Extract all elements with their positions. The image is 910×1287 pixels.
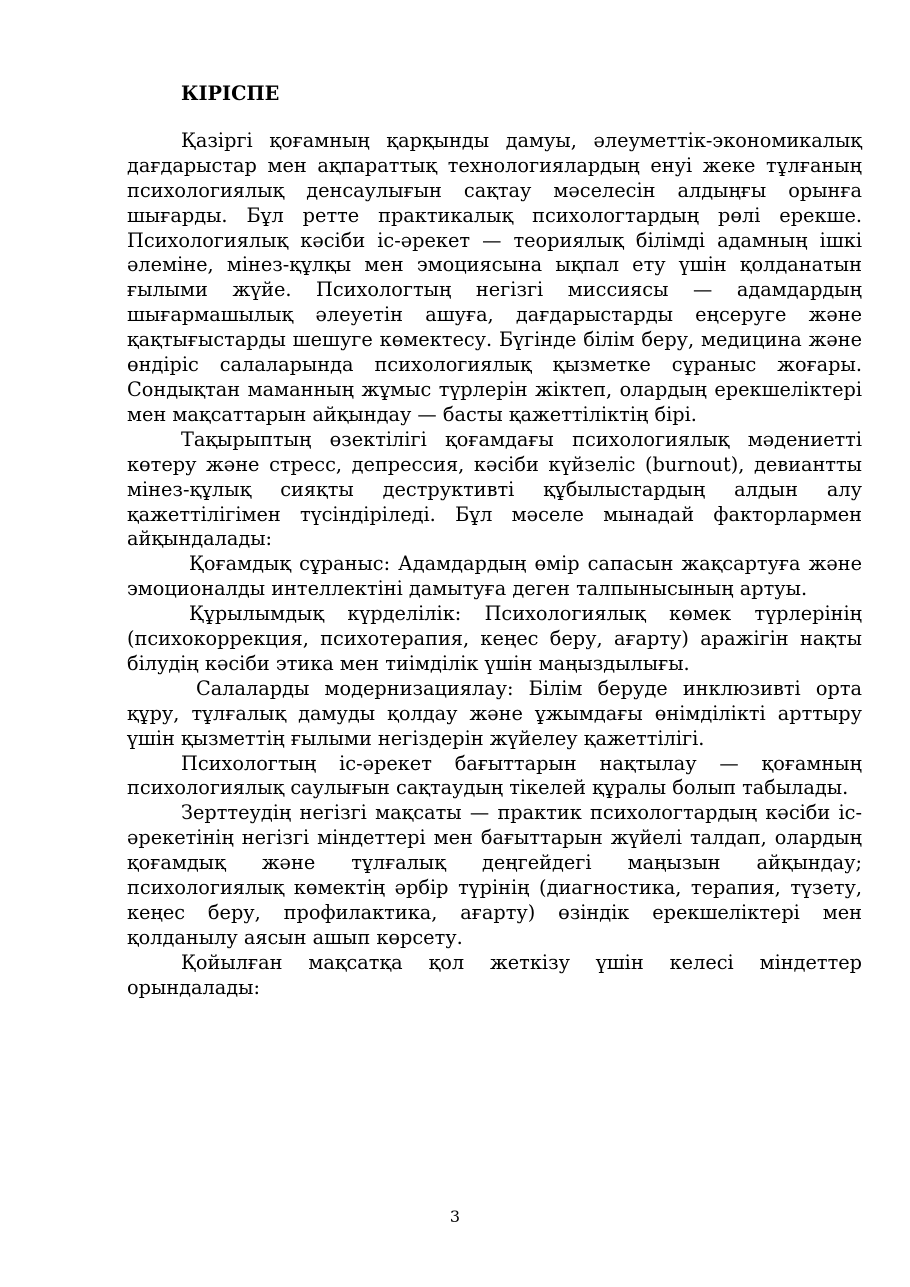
paragraph-tasks-intro: Қойылған мақсатқа қол жеткізу үшін келесі міндеттер орындалады: (127, 950, 862, 999)
factor-structural-complexity: Құрылымдық күрделілік: Психологиялық көмек түрлерінің (психокоррекция, психотерапия, кеңес беру, ағарту) аражігін нақты білудің кәсіби этика мен тиімділік үшін маңыздылығы. (127, 602, 862, 675)
section-heading: КІРІСПЕ (181, 82, 280, 105)
paragraph-relevance: Тақырыптың өзектілігі қоғамдағы психологиялық мәдениетті көтеру және стресс, депрессия, кәсіби күйзеліс (burnout), девиантты мінез-құлық сияқты деструктивті құбылыстардың алдын алу қажеттілігімен түсіндіріледі. Бұл мәселе мынадай факторлармен айқындалады: (127, 427, 862, 551)
factor-social-demand: Қоғамдық сұраныс: Адамдардың өмір сапасын жақсартуға және эмоционалды интеллектіні дамытуға деген талпынысының артуы. (127, 552, 862, 601)
document-page (127, 82, 862, 1001)
paragraph-intro: Қазіргі қоғамның қарқынды дамуы, әлеуметтік-экономикалық дағдарыстар мен ақпараттық технологиялардың енуі жеке тұлғаның психологиялық денсаулығын сақтау мәселесін алдыңғы орынға шығарды. Бұл ретте практикалық психологтардың рөлі ерекше. Психологиялық кәсіби іс-әрекет — теориялық білімді адамның ішкі әлеміне, мінез-құлқы мен эмоциясына ықпал ету үшін қолданатын ғылыми жүйе. Психологтың негізгі миссиясы — адамдардың шығармашылық әлеуетін ашуға, дағдарыстарды еңсеруге және қақтығыстарды шешуге көмектесу. Бүгінде білім беру, медицина және өндіріс салаларында психологиялық қызметке сұраныс жоғары. Сондықтан маманның жұмыс түрлерін жіктеп, олардың ерекшеліктері мен мақсаттарын айқындау — басты қажеттіліктің бірі. (127, 128, 862, 426)
paragraph-goal: Зерттеудің негізгі мақсаты — практик психологтардың кәсіби іс-әрекетінің негізгі міндеттері мен бағыттарын жүйелі талдап, олардың қоғамдық және тұлғалық деңгейдегі маңызын айқындау; психологиялық көмектің әрбір түрінің (диагностика, терапия, түзету, кеңес беру, профилактика, ағарту) өзіндік ерекшеліктері мен қолданылу аясын ашып көрсету. (127, 801, 862, 949)
paragraph-directions: Психологтың іс-әрекет бағыттарын нақтылау — қоғамның психологиялық саулығын сақтаудың тікелей құралы болып табылады. (127, 751, 862, 800)
factor-modernization: Салаларды модернизациялау: Білім беруде инклюзивті орта құру, тұлғалық дамуды қолдау және ұжымдағы өнімділікті арттыру үшін қызметтің ғылыми негіздерін жүйелеу қажеттілігі. (127, 676, 862, 750)
page-number: 3 (449, 1207, 461, 1226)
